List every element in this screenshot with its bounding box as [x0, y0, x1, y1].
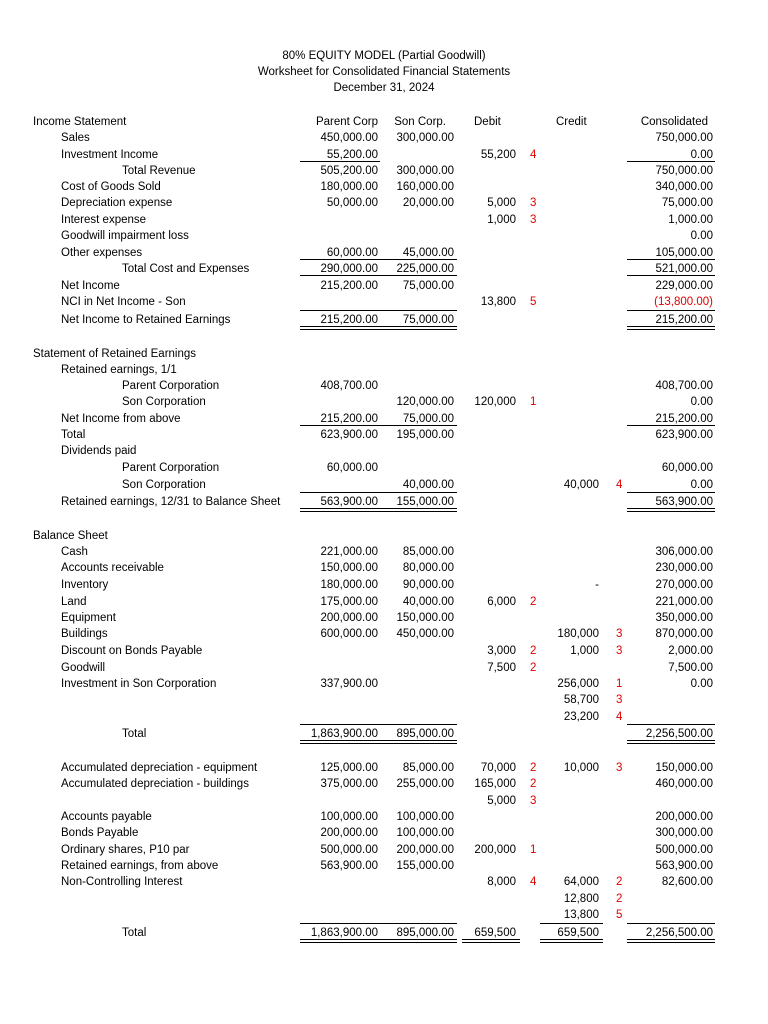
son-amount: 450,000.00	[396, 628, 454, 640]
parent-amount: 200,000.00	[320, 827, 378, 839]
parent-amount: 215,200.00	[320, 314, 378, 326]
row-label: Net Income from above	[61, 413, 181, 425]
parent-amount: 180,000.00	[320, 579, 378, 591]
underline	[300, 275, 457, 276]
consolidated-amount: 270,000.00	[655, 579, 713, 591]
credit-amount: 13,800	[563, 909, 599, 921]
consolidated-amount: 340,000.00	[655, 181, 713, 193]
debit-amount: 659,500	[474, 927, 516, 939]
underline	[627, 923, 715, 924]
son-amount: 40,000.00	[402, 596, 454, 608]
double-underline	[627, 740, 715, 744]
col-header-consolidated: Consolidated	[640, 116, 708, 128]
row-label: Investment Income	[61, 149, 159, 161]
son-amount: 45,000.00	[402, 247, 454, 259]
parent-amount: 505,200.00	[320, 165, 378, 177]
underline	[540, 923, 603, 924]
consolidated-amount: 1,000.00	[668, 214, 713, 226]
credit-ref: 3	[616, 645, 623, 657]
parent-amount: 221,000.00	[320, 546, 378, 558]
debit-amount: 165,000	[474, 778, 516, 790]
son-amount: 100,000.00	[396, 811, 454, 823]
consolidated-amount: 0.00	[690, 396, 713, 408]
debit-ref: 2	[530, 596, 537, 608]
consolidated-amount: 105,000.00	[655, 247, 713, 259]
underline	[300, 161, 380, 162]
row-label: Buildings	[61, 628, 108, 640]
double-underline	[300, 508, 457, 512]
debit-amount: 13,800	[480, 296, 516, 308]
row-label: Goodwill	[61, 662, 106, 674]
credit-amount: 256,000	[557, 678, 599, 690]
consolidated-amount: 0.00	[690, 149, 713, 161]
double-underline	[627, 939, 715, 943]
parent-amount: 337,900.00	[320, 678, 378, 690]
consolidated-amount: 82,600.00	[661, 876, 713, 888]
credit-amount: 23,200	[563, 711, 599, 723]
double-underline	[540, 939, 603, 943]
consolidated-amount: 215,200.00	[655, 314, 713, 326]
consolidated-amount: 2,256,500.00	[645, 728, 713, 740]
credit-ref: 1	[616, 678, 623, 690]
consolidated-amount: 500,000.00	[655, 844, 713, 856]
debit-ref: 2	[530, 762, 537, 774]
debit-ref: 3	[530, 795, 537, 807]
col-header-debit: Debit	[474, 116, 501, 128]
son-amount: 225,000.00	[396, 263, 454, 275]
double-underline	[300, 939, 457, 943]
consolidated-amount: 7,500.00	[668, 662, 713, 674]
parent-amount: 60,000.00	[326, 462, 378, 474]
credit-ref: 2	[616, 876, 623, 888]
credit-amount: 659,500	[557, 927, 599, 939]
debit-amount: 6,000	[487, 596, 516, 608]
son-amount: 85,000.00	[402, 546, 454, 558]
row-label: Accounts payable	[61, 811, 152, 823]
row-label: Accounts receivable	[61, 562, 164, 574]
son-amount: 160,000.00	[396, 181, 454, 193]
double-underline	[462, 939, 520, 943]
consolidated-amount: 0.00	[690, 678, 713, 690]
son-amount: 40,000.00	[402, 479, 454, 491]
row-label: Land	[61, 596, 87, 608]
row-label: Bonds Payable	[61, 827, 139, 839]
row-label: Total	[122, 927, 147, 939]
son-amount: 150,000.00	[396, 612, 454, 624]
credit-ref: 3	[616, 628, 623, 640]
double-underline	[300, 326, 457, 330]
col-header-credit: Credit	[556, 116, 587, 128]
underline	[627, 259, 715, 260]
underline	[300, 923, 457, 924]
underline	[627, 425, 715, 426]
row-label: Balance Sheet	[33, 530, 108, 542]
credit-amount: 40,000	[563, 479, 599, 491]
consolidated-amount: 229,000.00	[655, 280, 713, 292]
consolidated-amount: 215,200.00	[655, 413, 713, 425]
row-label: Interest expense	[61, 214, 147, 226]
row-label: Cash	[61, 546, 88, 558]
parent-amount: 375,000.00	[320, 778, 378, 790]
parent-amount: 290,000.00	[320, 263, 378, 275]
son-amount: 300,000.00	[396, 165, 454, 177]
credit-ref: 4	[616, 479, 623, 491]
credit-amount: 12,800	[563, 893, 599, 905]
underline	[627, 310, 715, 311]
consolidated-amount: 408,700.00	[655, 380, 713, 392]
parent-amount: 563,900.00	[320, 496, 378, 508]
parent-amount: 408,700.00	[320, 380, 378, 392]
debit-ref: 1	[530, 396, 537, 408]
son-amount: 255,000.00	[396, 778, 454, 790]
row-label: Parent Corporation	[122, 380, 220, 392]
parent-amount: 100,000.00	[320, 811, 378, 823]
debit-amount: 55,200	[480, 149, 516, 161]
underline	[627, 275, 715, 276]
parent-amount: 450,000.00	[320, 132, 378, 144]
worksheet-title: 80% EQUITY MODEL (Partial Goodwill)	[282, 50, 486, 62]
col-header-parent: Parent Corp	[315, 116, 378, 128]
consolidated-amount: 870,000.00	[655, 628, 713, 640]
double-underline	[627, 508, 715, 512]
credit-amount: 58,700	[563, 694, 599, 706]
row-label: Goodwill impairment loss	[61, 230, 189, 242]
worksheet-subtitle: Worksheet for Consolidated Financial Statements	[257, 66, 511, 78]
underline	[627, 724, 715, 725]
row-label: Total Cost and Expenses	[122, 263, 250, 275]
row-label: Accumulated depreciation - equipment	[61, 762, 258, 774]
consolidated-amount: 521,000.00	[655, 263, 713, 275]
row-label: NCI in Net Income - Son	[61, 296, 186, 308]
credit-amount: 180,000	[557, 628, 599, 640]
consolidated-amount: 150,000.00	[655, 762, 713, 774]
debit-amount: 200,000	[474, 844, 516, 856]
worksheet-date: December 31, 2024	[333, 82, 435, 94]
son-amount: 100,000.00	[396, 827, 454, 839]
row-label: Dividends paid	[61, 445, 137, 457]
credit-amount: 64,000	[563, 876, 599, 888]
parent-amount: 60,000.00	[326, 247, 378, 259]
debit-ref: 4	[530, 876, 537, 888]
parent-amount: 500,000.00	[320, 844, 378, 856]
debit-ref: 5	[530, 296, 537, 308]
parent-amount: 175,000.00	[320, 596, 378, 608]
row-label: Equipment	[61, 612, 116, 624]
debit-ref: 3	[530, 214, 537, 226]
row-label: Sales	[61, 132, 90, 144]
credit-ref: 5	[616, 909, 623, 921]
parent-amount: 215,200.00	[320, 413, 378, 425]
debit-ref: 3	[530, 197, 537, 209]
row-label: Investment in Son Corporation	[61, 678, 217, 690]
consolidated-amount: 221,000.00	[655, 596, 713, 608]
son-amount: 155,000.00	[396, 496, 454, 508]
row-label: Income Statement	[33, 116, 127, 128]
son-amount: 90,000.00	[402, 579, 454, 591]
debit-ref: 2	[530, 778, 537, 790]
consolidated-amount: (13,800.00)	[654, 296, 713, 308]
son-amount: 75,000.00	[402, 314, 454, 326]
debit-ref: 1	[530, 844, 537, 856]
credit-amount: 1,000	[570, 645, 599, 657]
row-label: Total Revenue	[122, 165, 196, 177]
debit-amount: 5,000	[487, 197, 516, 209]
row-label: Parent Corporation	[122, 462, 220, 474]
consolidated-amount: 300,000.00	[655, 827, 713, 839]
son-amount: 895,000.00	[396, 728, 454, 740]
underline	[300, 259, 457, 260]
parent-amount: 600,000.00	[320, 628, 378, 640]
son-amount: 200,000.00	[396, 844, 454, 856]
col-header-son: Son Corp.	[394, 116, 446, 128]
parent-amount: 1,863,900.00	[310, 728, 378, 740]
credit-amount: -	[595, 579, 599, 591]
consolidated-amount: 0.00	[690, 479, 713, 491]
son-amount: 155,000.00	[396, 860, 454, 872]
row-label: Discount on Bonds Payable	[61, 645, 203, 657]
debit-amount: 120,000	[474, 396, 516, 408]
row-label: Total	[61, 429, 86, 441]
parent-amount: 180,000.00	[320, 181, 378, 193]
consolidated-amount: 230,000.00	[655, 562, 713, 574]
underline	[300, 492, 457, 493]
underline	[300, 724, 457, 725]
consolidated-amount: 2,256,500.00	[645, 927, 713, 939]
consolidated-amount: 563,900.00	[655, 860, 713, 872]
row-label: Depreciation expense	[61, 197, 173, 209]
consolidated-amount: 60,000.00	[661, 462, 713, 474]
son-amount: 120,000.00	[396, 396, 454, 408]
consolidated-amount: 306,000.00	[655, 546, 713, 558]
debit-amount: 70,000	[480, 762, 516, 774]
parent-amount: 150,000.00	[320, 562, 378, 574]
row-label: Non-Controlling Interest	[61, 876, 183, 888]
son-amount: 300,000.00	[396, 132, 454, 144]
consolidated-amount: 2,000.00	[668, 645, 713, 657]
credit-ref: 4	[616, 711, 623, 723]
consolidated-amount: 350,000.00	[655, 612, 713, 624]
credit-ref: 3	[616, 694, 623, 706]
underline	[300, 425, 457, 426]
son-amount: 195,000.00	[396, 429, 454, 441]
row-label: Retained earnings, from above	[61, 860, 219, 872]
row-label: Total	[122, 728, 147, 740]
son-amount: 75,000.00	[402, 413, 454, 425]
parent-amount: 623,900.00	[320, 429, 378, 441]
double-underline	[627, 326, 715, 330]
row-label: Son Corporation	[122, 479, 206, 491]
parent-amount: 563,900.00	[320, 860, 378, 872]
son-amount: 895,000.00	[396, 927, 454, 939]
row-label: Retained earnings, 1/1	[61, 364, 177, 376]
debit-ref: 2	[530, 645, 537, 657]
row-label: Inventory	[61, 579, 109, 591]
son-amount: 20,000.00	[402, 197, 454, 209]
debit-amount: 8,000	[487, 876, 516, 888]
parent-amount: 1,863,900.00	[310, 927, 378, 939]
row-label: Net Income	[61, 280, 120, 292]
parent-amount: 55,200.00	[326, 149, 378, 161]
parent-amount: 50,000.00	[326, 197, 378, 209]
consolidated-amount: 750,000.00	[655, 165, 713, 177]
consolidated-amount: 750,000.00	[655, 132, 713, 144]
debit-ref: 2	[530, 662, 537, 674]
parent-amount: 215,200.00	[320, 280, 378, 292]
row-label: Other expenses	[61, 247, 143, 259]
parent-amount: 125,000.00	[320, 762, 378, 774]
consolidated-amount: 563,900.00	[655, 496, 713, 508]
credit-ref: 3	[616, 762, 623, 774]
row-label: Cost of Goods Sold	[61, 181, 161, 193]
credit-amount: 10,000	[563, 762, 599, 774]
row-label: Retained earnings, 12/31 to Balance Sheet	[61, 496, 281, 508]
row-label: Son Corporation	[122, 396, 206, 408]
underline	[300, 310, 457, 311]
debit-amount: 5,000	[487, 795, 516, 807]
consolidated-amount: 0.00	[690, 230, 713, 242]
row-label: Net Income to Retained Earnings	[61, 314, 231, 326]
consolidated-amount: 460,000.00	[655, 778, 713, 790]
debit-amount: 1,000	[487, 214, 516, 226]
parent-amount: 200,000.00	[320, 612, 378, 624]
consolidated-amount: 623,900.00	[655, 429, 713, 441]
consolidated-amount: 75,000.00	[661, 197, 713, 209]
underline	[627, 161, 715, 162]
double-underline	[300, 740, 457, 744]
debit-amount: 7,500	[487, 662, 516, 674]
row-label: Statement of Retained Earnings	[33, 348, 197, 360]
row-label: Ordinary shares, P10 par	[61, 844, 190, 856]
credit-ref: 2	[616, 893, 623, 905]
consolidated-amount: 200,000.00	[655, 811, 713, 823]
son-amount: 75,000.00	[402, 280, 454, 292]
underline	[627, 492, 715, 493]
debit-ref: 4	[530, 149, 537, 161]
debit-amount: 3,000	[487, 645, 516, 657]
son-amount: 80,000.00	[402, 562, 454, 574]
row-label: Accumulated depreciation - buildings	[61, 778, 249, 790]
son-amount: 85,000.00	[402, 762, 454, 774]
